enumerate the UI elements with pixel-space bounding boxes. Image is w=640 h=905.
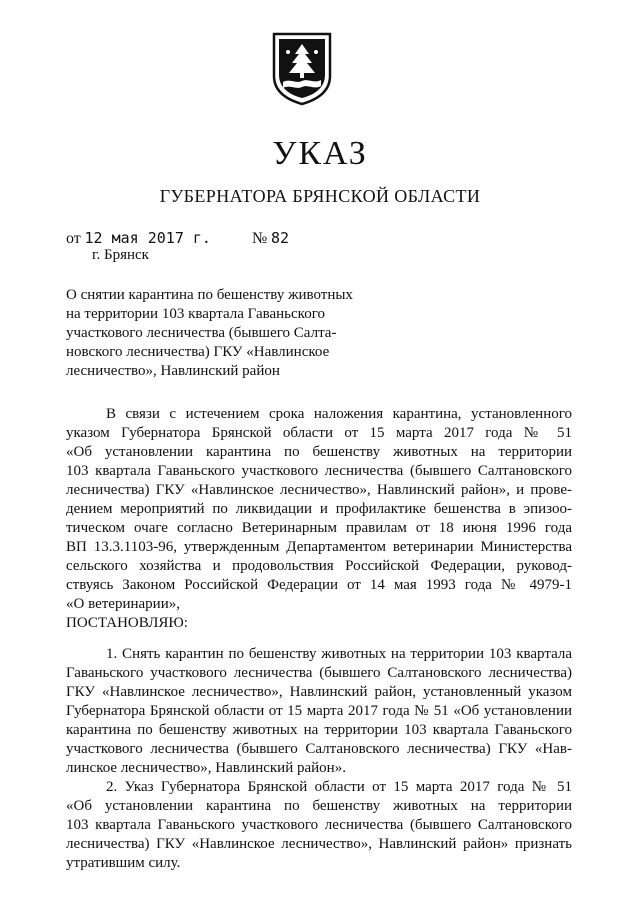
decree-body xyxy=(66,405,572,873)
preamble-line: указом Губернатора Брянской области от 15 марта 2017 года № 51 xyxy=(66,425,572,441)
subject-line: новского лесничества) ГКУ «Навлинское xyxy=(66,344,330,360)
city: г. Брянск xyxy=(92,247,149,263)
number-value: 82 xyxy=(271,229,290,247)
date-value: 12 мая 2017 г. xyxy=(84,229,211,247)
date-prefix: от xyxy=(66,230,81,247)
preamble-line: 103 квартала Гаваньского участкового лесничества (бывшего Салтановского xyxy=(66,463,572,479)
decree-subject xyxy=(66,286,360,381)
preamble-line: сельского хозяйства и продовольствия Российской Федерации, руковод- xyxy=(66,558,572,574)
document-subtitle: ГУБЕРНАТОРА БРЯНСКОЙ ОБЛАСТИ xyxy=(159,186,481,206)
item2-line: лесничества) ГКУ «Навлинское лесничество», Навлинский район» признать xyxy=(66,836,572,852)
item2-line: «Об установлении карантина по бешенству животных на территории xyxy=(66,798,572,814)
item1-line: Гаваньского участкового лесничества (бывшего Салтановского лесничества) xyxy=(66,665,572,681)
subject-line: О снятии карантина по бешенству животных xyxy=(66,287,353,303)
item1-line: линское лесничество», Навлинский район». xyxy=(66,760,346,776)
preamble-line: дением мероприятий по ликвидации и профилактике бешенства в эпизоо- xyxy=(66,501,572,517)
number-prefix: № xyxy=(252,230,268,247)
item2-line: 2. Указ Губернатора Брянской области от 15 марта 2017 года № 51 xyxy=(106,779,572,795)
number-line xyxy=(252,229,289,248)
document-title: УКАЗ xyxy=(272,135,368,172)
preamble-line: ВП 13.3.1103-96, утвержденным Департаментом ветеринарии Министерства xyxy=(66,539,572,555)
preamble-line: ствуясь Законом Российской Федерации от 14 мая 1993 года № 4979-1 xyxy=(66,577,572,593)
preamble-line: «О ветеринарии», xyxy=(66,596,180,612)
coat-of-arms-icon xyxy=(272,32,332,106)
preamble-line: «Об установлении карантина по бешенству животных на территории xyxy=(66,444,572,460)
subject-line: на территории 103 квартала Гаваньского xyxy=(66,306,325,322)
subject-line: участкового лесничества (бывшего Салта- xyxy=(66,325,337,341)
date-line xyxy=(66,229,211,248)
preamble-line: тическом очаге согласно Ветеринарным правилам от 18 июня 1996 года xyxy=(66,520,572,536)
decree-word: ПОСТАНОВЛЯЮ: xyxy=(66,615,188,631)
item1-line: карантина по бешенству животных на территории 103 квартала Гаваньского xyxy=(66,722,572,738)
item2-line: утратившим силу. xyxy=(66,855,181,871)
item1-line: 1. Снять карантин по бешенству животных на территории 103 квартала xyxy=(106,646,572,662)
item1-line: Губернатора Брянской области от 15 марта 2017 года № 51 «Об установлении xyxy=(66,703,572,719)
item1-line: участкового лесничества (бывшего Салтановского лесничества) ГКУ «Нав- xyxy=(66,741,572,757)
item1-line: ГКУ «Навлинское лесничество», Навлинский район, установленный указом xyxy=(66,684,572,700)
preamble-line: В связи с истечением срока наложения карантина, установленного xyxy=(106,406,572,422)
preamble-line: лесничества) ГКУ «Навлинское лесничество», Навлинский район», и прове- xyxy=(66,482,572,498)
subject-line: лесничество», Навлинский район xyxy=(66,363,280,379)
item2-line: 103 квартала Гаваньского участкового лесничества (бывшего Салтановского xyxy=(66,817,572,833)
